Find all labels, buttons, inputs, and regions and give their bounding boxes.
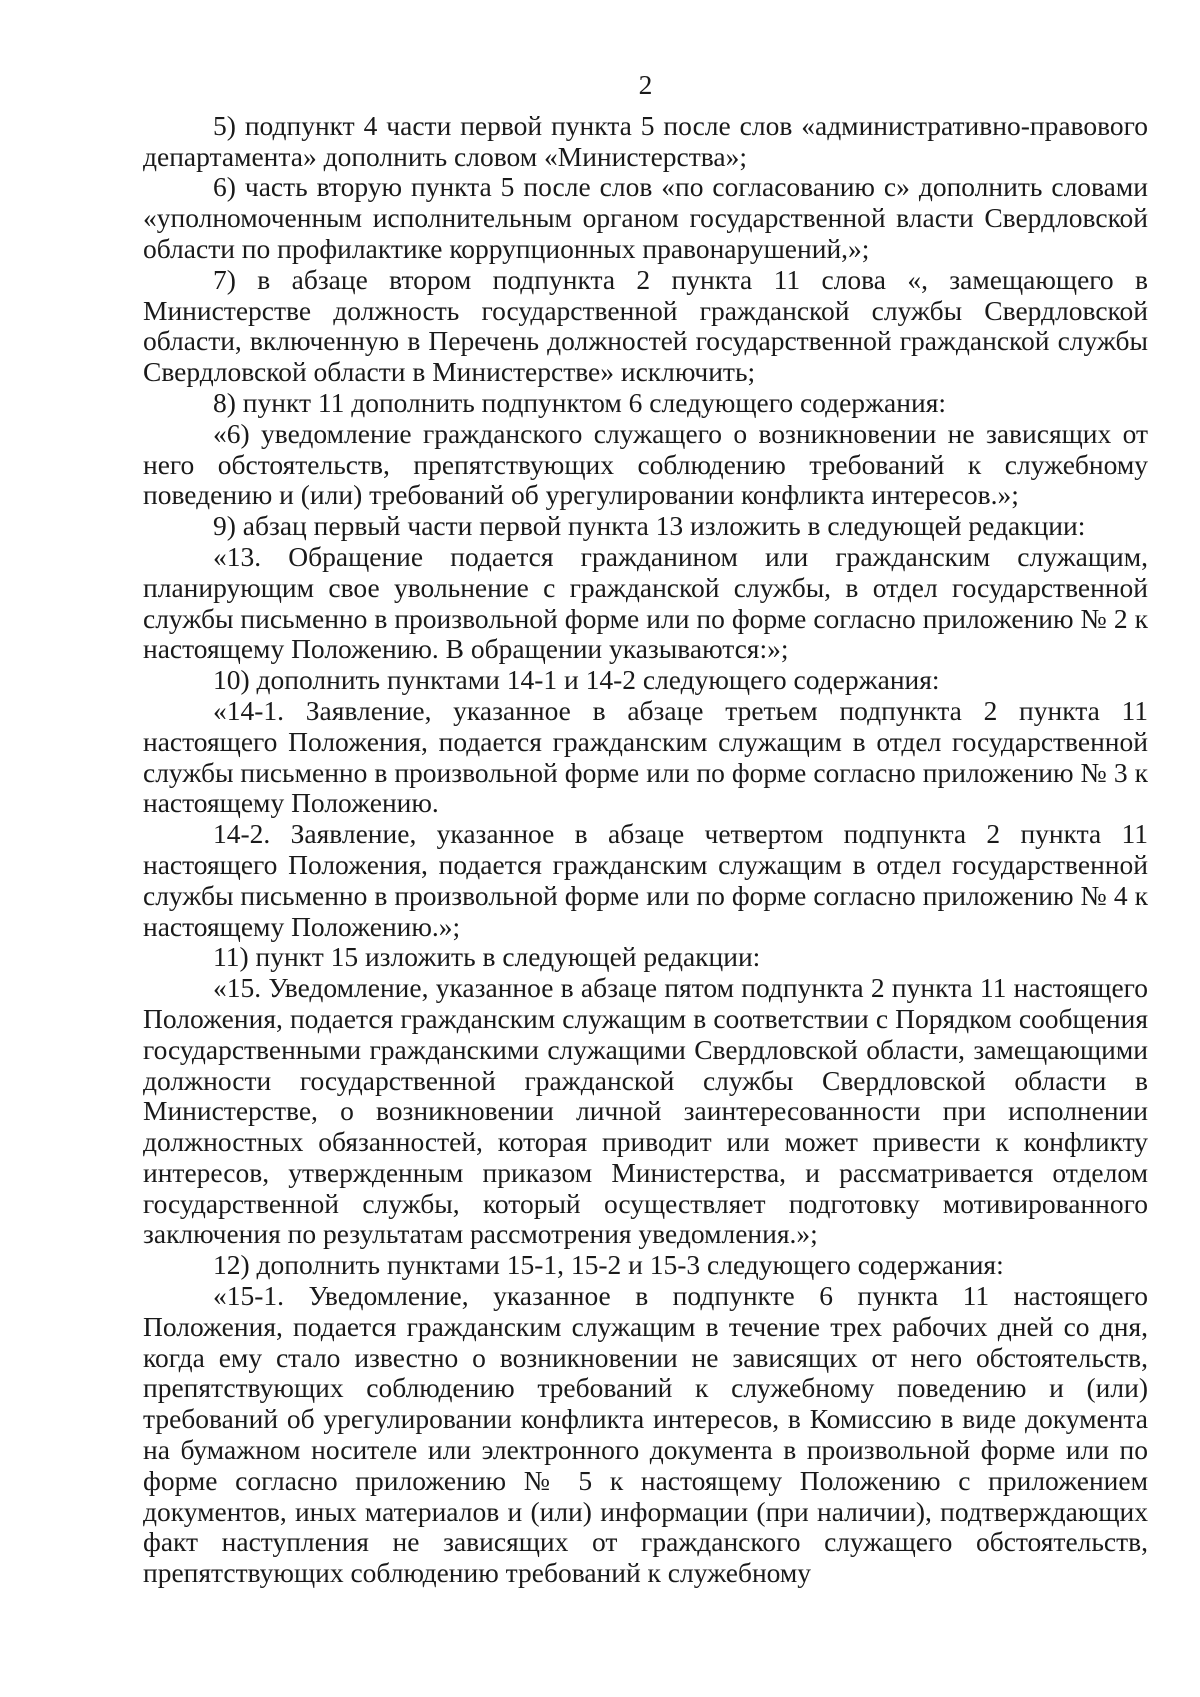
paragraph: 14-2. Заявление, указанное в абзаце четвертом подпункта 2 пункта 11 настоящего Положения, подается гражданским служащим в отдел государственной службы письменно в произвольной форме или по форме согласно приложению № 4 к настоящему Положению.»; [143,818,1148,942]
paragraph: «13. Обращение подается гражданином или гражданским служащим, планирующим свое увольнение с гражданской службы, в отдел государственной службы письменно в произвольной форме или по форме согласно приложению № 2 к настоящему Положению. В обращении указываются:»; [143,540,1148,665]
paragraph: «6) уведомление гражданского служащего о возникновении не зависящих от него обстоятельств, препятствующих соблюдению требований к служебному поведению и (или) требований об урегулировании конфликта интересов.»; [143,417,1148,511]
document-body [143,111,1148,1589]
paragraph: «15-1. Уведомление, указанное в подпункте 6 пункта 11 настоящего Положения, подается гражданским служащим в течение трех рабочих дней со дня, когда ему стало известно о возникновении не зависящих от него обстоятельств, препятствующих соблюдению требований к служебному поведению и (или) требований об урегулировании конфликта интересов, в Комиссию в виде документа на бумажном носителе или электронного документа в произвольной форме или по форме согласно приложению № 5 к настоящему Положению с приложением документов, иных материалов и (или) информации (при наличии), подтверждающих факт наступления не зависящих от гражданского служащего обстоятельств, препятствующих соблюдению требований к служебному [143,1280,1148,1589]
paragraph: «15. Уведомление, указанное в абзаце пятом подпункта 2 пункта 11 настоящего Положения, подается гражданским служащим в соответствии с Порядком сообщения государственными гражданскими служащими Свердловской области, замещающими должности государственной гражданской службы Свердловской области в Министерстве, о возникновении личной заинтересованности при исполнении должностных обязанностей, которая приводит или может привести к конфликту интересов, утвержденным приказом Министерства, и рассматривается отделом государственной службы, который осуществляет подготовку мотивированного заключения по результатам рассмотрения уведомления.»; [143,972,1148,1250]
page-number: 2 [638,69,653,100]
paragraph: 8) пункт 11 дополнить подпунктом 6 следующего содержания: [213,386,946,418]
paragraph: 7) в абзаце втором подпункта 2 пункта 11 слова «, замещающего в Министерстве должность государственной гражданской службы Свердловской области, включенную в Перечень должностей государственной гражданской службы Свердловской области в Министерстве» исключить; [143,263,1148,388]
paragraph: 12) дополнить пунктами 15-1, 15-2 и 15-3 следующего содержания: [213,1249,1004,1281]
paragraph: 10) дополнить пунктами 14-1 и 14-2 следующего содержания: [213,664,940,696]
paragraph: 11) пункт 15 изложить в следующей редакции: [213,941,761,973]
paragraph: 9) абзац первый части первой пункта 13 изложить в следующей редакции: [213,510,1086,542]
paragraph: 5) подпункт 4 части первой пункта 5 после слов «административно-правового департамента» дополнить словом «Министерства»; [143,109,1148,172]
paragraph: «14-1. Заявление, указанное в абзаце третьем подпункта 2 пункта 11 настоящего Положения, подается гражданским служащим в отдел государственной службы письменно в произвольной форме или по форме согласно приложению № 3 к настоящему Положению. [143,694,1148,819]
paragraph: 6) часть вторую пункта 5 после слов «по согласованию с» дополнить словами «уполномоченным исполнительным органом государственной власти Свердловской области по профилактике коррупционных правонарушений,»; [143,171,1148,264]
